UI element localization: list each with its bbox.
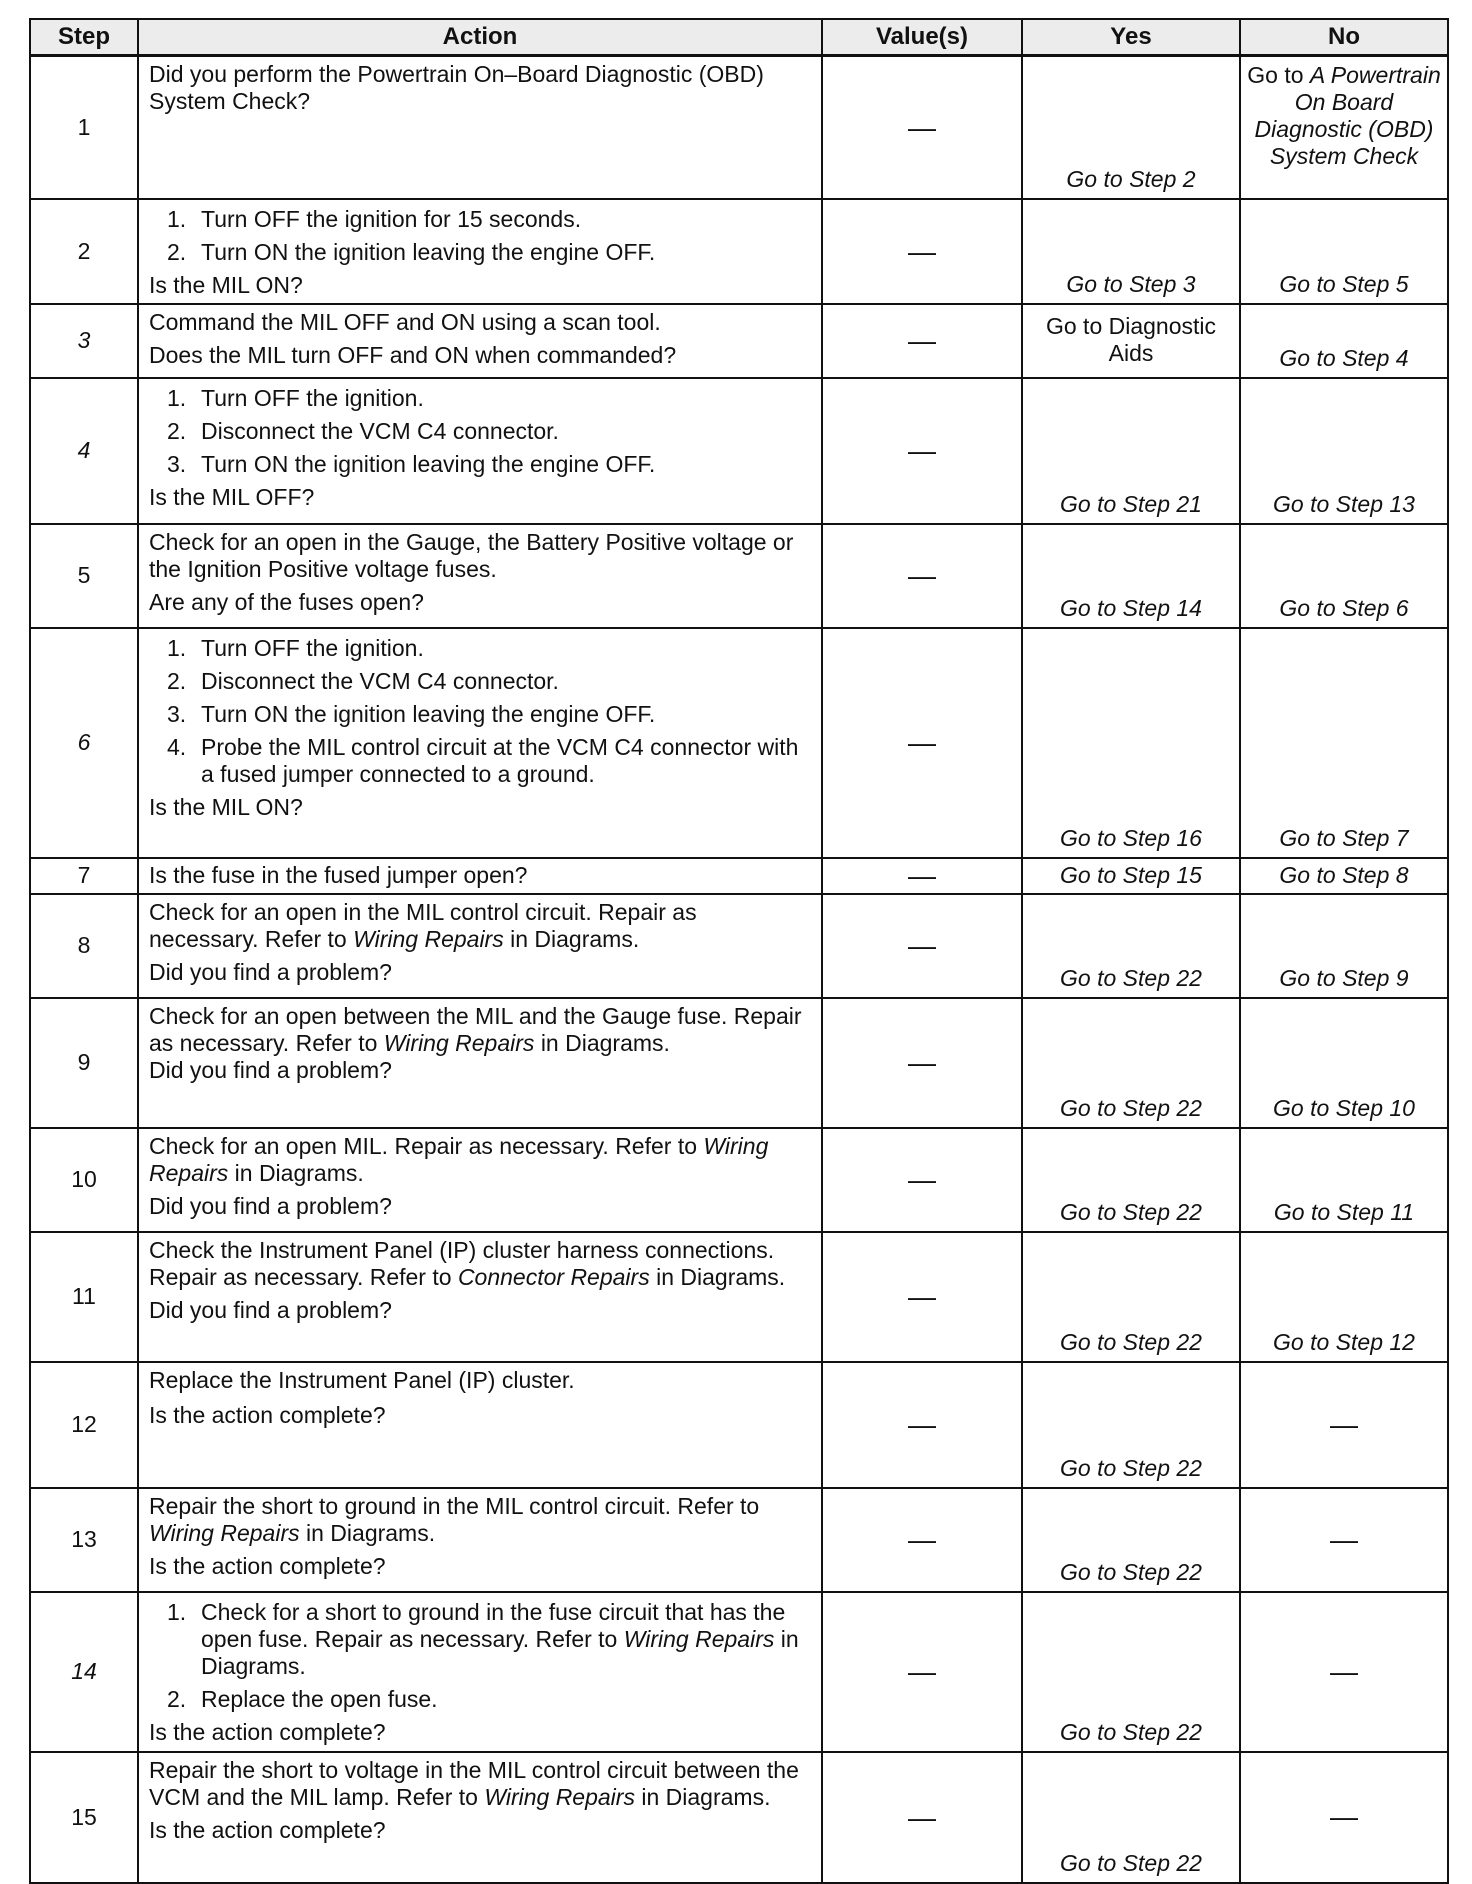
- action-cell: [138, 998, 822, 1128]
- action-cell: [138, 1488, 822, 1592]
- value-cell: —: [822, 1128, 1022, 1232]
- action-item: Replace the open fuse.: [201, 1685, 438, 1712]
- step-number: 6: [30, 628, 138, 858]
- no-link[interactable]: Go to Step 12: [1273, 1328, 1415, 1355]
- yes-link[interactable]: Go to Step 2: [1066, 165, 1196, 192]
- action-cell: [138, 858, 822, 894]
- value-cell: —: [822, 304, 1022, 378]
- no-cell: [1240, 858, 1448, 894]
- no-link[interactable]: Go to Step 7: [1279, 824, 1409, 851]
- table-row: [30, 378, 1448, 524]
- action-cell: [138, 304, 822, 378]
- action-cell: [138, 524, 822, 628]
- table-row: [30, 1232, 1448, 1362]
- action-question: Is the MIL ON?: [149, 271, 303, 298]
- step-number: 3: [30, 304, 138, 378]
- yes-cell: [1022, 1752, 1240, 1883]
- yes-cell: [1022, 304, 1240, 378]
- value-cell: —: [822, 894, 1022, 998]
- diagnostic-table: [29, 18, 1449, 1884]
- action-text: Check the Instrument Panel (IP) cluster harness connections. Repair as necessary. Refer to Connector Repairs in Diagrams.: [149, 1236, 786, 1290]
- value-cell: —: [822, 1232, 1022, 1362]
- no-link[interactable]: Go to A Powertrain On Board Diagnostic (OBD) System Check: [1247, 62, 1441, 169]
- value-cell: —: [822, 56, 1022, 199]
- action-cell: [138, 1232, 822, 1362]
- no-cell: [1240, 894, 1448, 998]
- no-link[interactable]: Go to Step 10: [1273, 1094, 1415, 1121]
- value-cell: —: [822, 998, 1022, 1128]
- action-question: Did you find a problem?: [149, 1056, 392, 1083]
- action-cell: [138, 1128, 822, 1232]
- action-question: Is the action complete?: [149, 1816, 386, 1843]
- yes-link[interactable]: Go to Step 22: [1060, 1328, 1202, 1355]
- table-row: [30, 1592, 1448, 1752]
- action-cell: 1. Check for a short to ground in the fuse circuit that has the open fuse. Repair as necessary. Refer to Wiring Repairs in Diagrams. 2. Replace the open fuse. Is the action complete?: [138, 1592, 822, 1752]
- yes-cell: [1022, 1488, 1240, 1592]
- no-cell: [1240, 524, 1448, 628]
- no-link[interactable]: Go to Step 4: [1279, 344, 1409, 371]
- action-cell: [138, 894, 822, 998]
- action-item: Disconnect the VCM C4 connector.: [201, 417, 559, 444]
- no-link[interactable]: Go to Step 5: [1279, 270, 1409, 297]
- yes-link[interactable]: Go to Step 22: [1060, 1094, 1202, 1121]
- action-item: Turn ON the ignition leaving the engine OFF.: [201, 700, 656, 727]
- yes-cell: [1022, 1128, 1240, 1232]
- yes-cell: [1022, 1232, 1240, 1362]
- action-cell: 1. Turn OFF the ignition for 15 seconds. 2. Turn ON the ignition leaving the engine OFF. Is the MIL ON?: [138, 199, 822, 304]
- table-row: [30, 199, 1448, 304]
- table-row: [30, 1128, 1448, 1232]
- step-number: 13: [30, 1488, 138, 1592]
- yes-cell: [1022, 894, 1240, 998]
- yes-link[interactable]: Go to Step 3: [1066, 270, 1196, 297]
- header-action: Action: [138, 19, 822, 56]
- yes-link[interactable]: Go to Diagnostic Aids: [1045, 313, 1217, 366]
- value-cell: —: [822, 628, 1022, 858]
- diagnostic-table-page: [29, 18, 1447, 1884]
- action-text: Check for an open MIL. Repair as necessary. Refer to Wiring Repairs in Diagrams.: [149, 1132, 769, 1186]
- action-question: Is the action complete?: [149, 1552, 386, 1579]
- action-question: Did you find a problem?: [149, 1192, 392, 1219]
- action-question: Does the MIL turn OFF and ON when commanded?: [149, 341, 677, 368]
- action-text: Replace the Instrument Panel (IP) cluster.: [149, 1366, 575, 1393]
- yes-link[interactable]: Go to Step 21: [1060, 490, 1202, 517]
- step-number: 12: [30, 1362, 138, 1488]
- no-cell: —: [1240, 1752, 1448, 1883]
- action-text: Did you perform the Powertrain On–Board Diagnostic (OBD) System Check?: [149, 61, 764, 114]
- action-question: Is the action complete?: [149, 1718, 386, 1745]
- action-text: Repair the short to voltage in the MIL control circuit between the VCM and the MIL lamp. Refer to Wiring Repairs in Diagrams.: [149, 1756, 799, 1810]
- yes-cell: [1022, 628, 1240, 858]
- yes-cell: [1022, 858, 1240, 894]
- no-cell: [1240, 56, 1448, 199]
- yes-link[interactable]: Go to Step 14: [1060, 594, 1202, 621]
- step-number: 2: [30, 199, 138, 304]
- table-row: [30, 56, 1448, 199]
- no-cell: [1240, 998, 1448, 1128]
- action-item: Turn OFF the ignition for 15 seconds.: [201, 205, 582, 232]
- step-number: 15: [30, 1752, 138, 1883]
- yes-cell: [1022, 1592, 1240, 1752]
- action-text: Check for an open in the MIL control circuit. Repair as necessary. Refer to Wiring Repairs in Diagrams.: [149, 898, 697, 952]
- yes-cell: [1022, 378, 1240, 524]
- no-link[interactable]: Go to Step 9: [1279, 964, 1409, 991]
- yes-cell: [1022, 199, 1240, 304]
- no-cell: [1240, 628, 1448, 858]
- action-item: Turn ON the ignition leaving the engine OFF.: [201, 238, 656, 265]
- step-number: 11: [30, 1232, 138, 1362]
- table-row: [30, 1752, 1448, 1883]
- yes-link[interactable]: Go to Step 22: [1060, 1718, 1202, 1745]
- yes-link[interactable]: Go to Step 22: [1060, 1849, 1202, 1876]
- action-text: Check for an open between the MIL and the Gauge fuse. Repair as necessary. Refer to Wiring Repairs in Diagrams.: [149, 1002, 802, 1056]
- action-question: Are any of the fuses open?: [149, 588, 424, 615]
- yes-link[interactable]: Go to Step 15: [1060, 862, 1202, 888]
- action-text: Is the fuse in the fused jumper open?: [149, 861, 528, 888]
- no-link[interactable]: Go to Step 13: [1273, 490, 1415, 517]
- step-number: 8: [30, 894, 138, 998]
- action-cell: [138, 1362, 822, 1488]
- step-number: 1: [30, 56, 138, 199]
- action-cell: 1. Turn OFF the ignition. 2. Disconnect the VCM C4 connector. 3. Turn ON the ignition leaving the engine OFF. 4. Probe the MIL control circuit at the VCM C4 connector with a fused jumper connected to a ground. Is the MIL ON?: [138, 628, 822, 858]
- action-cell: [138, 1752, 822, 1883]
- action-question: Is the MIL ON?: [149, 793, 303, 820]
- yes-link[interactable]: Go to Step 22: [1060, 1198, 1202, 1225]
- header-step: Step: [30, 19, 138, 56]
- action-item: Turn OFF the ignition.: [201, 634, 424, 661]
- action-item: Disconnect the VCM C4 connector.: [201, 667, 559, 694]
- action-item: Turn OFF the ignition.: [201, 384, 424, 411]
- value-cell: —: [822, 524, 1022, 628]
- action-question: Did you find a problem?: [149, 1296, 392, 1323]
- action-cell: [138, 56, 822, 199]
- no-cell: [1240, 199, 1448, 304]
- step-number: 5: [30, 524, 138, 628]
- action-item: Check for a short to ground in the fuse circuit that has the open fuse. Repair as necessary. Refer to Wiring Repairs in Diagrams.: [201, 1598, 799, 1679]
- table-row: [30, 998, 1448, 1128]
- yes-cell: [1022, 524, 1240, 628]
- table-row: [30, 858, 1448, 894]
- action-text: Command the MIL OFF and ON using a scan tool.: [149, 308, 661, 335]
- action-item: Probe the MIL control circuit at the VCM C4 connector with a fused jumper connected to a ground.: [201, 733, 799, 787]
- step-number: 4: [30, 378, 138, 524]
- table-row: [30, 628, 1448, 858]
- table-row: [30, 304, 1448, 378]
- no-cell: —: [1240, 1362, 1448, 1488]
- no-cell: [1240, 378, 1448, 524]
- header-no: No: [1240, 19, 1448, 56]
- value-cell: —: [822, 1488, 1022, 1592]
- value-cell: —: [822, 1752, 1022, 1883]
- table-row: [30, 524, 1448, 628]
- header-values: Value(s): [822, 19, 1022, 56]
- action-question: Did you find a problem?: [149, 958, 392, 985]
- table-row: [30, 894, 1448, 998]
- header-row: [30, 19, 1448, 56]
- yes-cell: [1022, 998, 1240, 1128]
- table-row: [30, 1362, 1448, 1488]
- no-link[interactable]: Go to Step 11: [1273, 1198, 1415, 1225]
- no-cell: [1240, 304, 1448, 378]
- no-cell: [1240, 1232, 1448, 1362]
- table-row: [30, 1488, 1448, 1592]
- header-yes: Yes: [1022, 19, 1240, 56]
- no-link[interactable]: Go to Step 8: [1279, 862, 1409, 888]
- action-text: Check for an open in the Gauge, the Battery Positive voltage or the Ignition Positive voltage fuses.: [149, 528, 794, 582]
- value-cell: —: [822, 1592, 1022, 1752]
- step-number: 14: [30, 1592, 138, 1752]
- step-number: 9: [30, 998, 138, 1128]
- yes-link[interactable]: Go to Step 22: [1060, 1454, 1202, 1481]
- yes-cell: [1022, 1362, 1240, 1488]
- value-cell: —: [822, 199, 1022, 304]
- value-cell: —: [822, 858, 1022, 894]
- no-cell: [1240, 1128, 1448, 1232]
- step-number: 7: [30, 858, 138, 894]
- step-number: 10: [30, 1128, 138, 1232]
- no-cell: —: [1240, 1488, 1448, 1592]
- yes-link[interactable]: Go to Step 22: [1060, 1558, 1202, 1585]
- no-link[interactable]: Go to Step 6: [1279, 594, 1409, 621]
- no-cell: —: [1240, 1592, 1448, 1752]
- action-text: Repair the short to ground in the MIL control circuit. Refer to Wiring Repairs in Diagrams.: [149, 1492, 760, 1546]
- value-cell: —: [822, 378, 1022, 524]
- value-cell: —: [822, 1362, 1022, 1488]
- yes-link[interactable]: Go to Step 16: [1060, 824, 1202, 851]
- action-question: Is the MIL OFF?: [149, 483, 315, 510]
- action-item: Turn ON the ignition leaving the engine OFF.: [201, 450, 656, 477]
- yes-link[interactable]: Go to Step 22: [1060, 964, 1202, 991]
- action-question: Is the action complete?: [149, 1401, 386, 1428]
- action-cell: 1. Turn OFF the ignition. 2. Disconnect the VCM C4 connector. 3. Turn ON the ignition leaving the engine OFF. Is the MIL OFF?: [138, 378, 822, 524]
- yes-cell: [1022, 56, 1240, 199]
